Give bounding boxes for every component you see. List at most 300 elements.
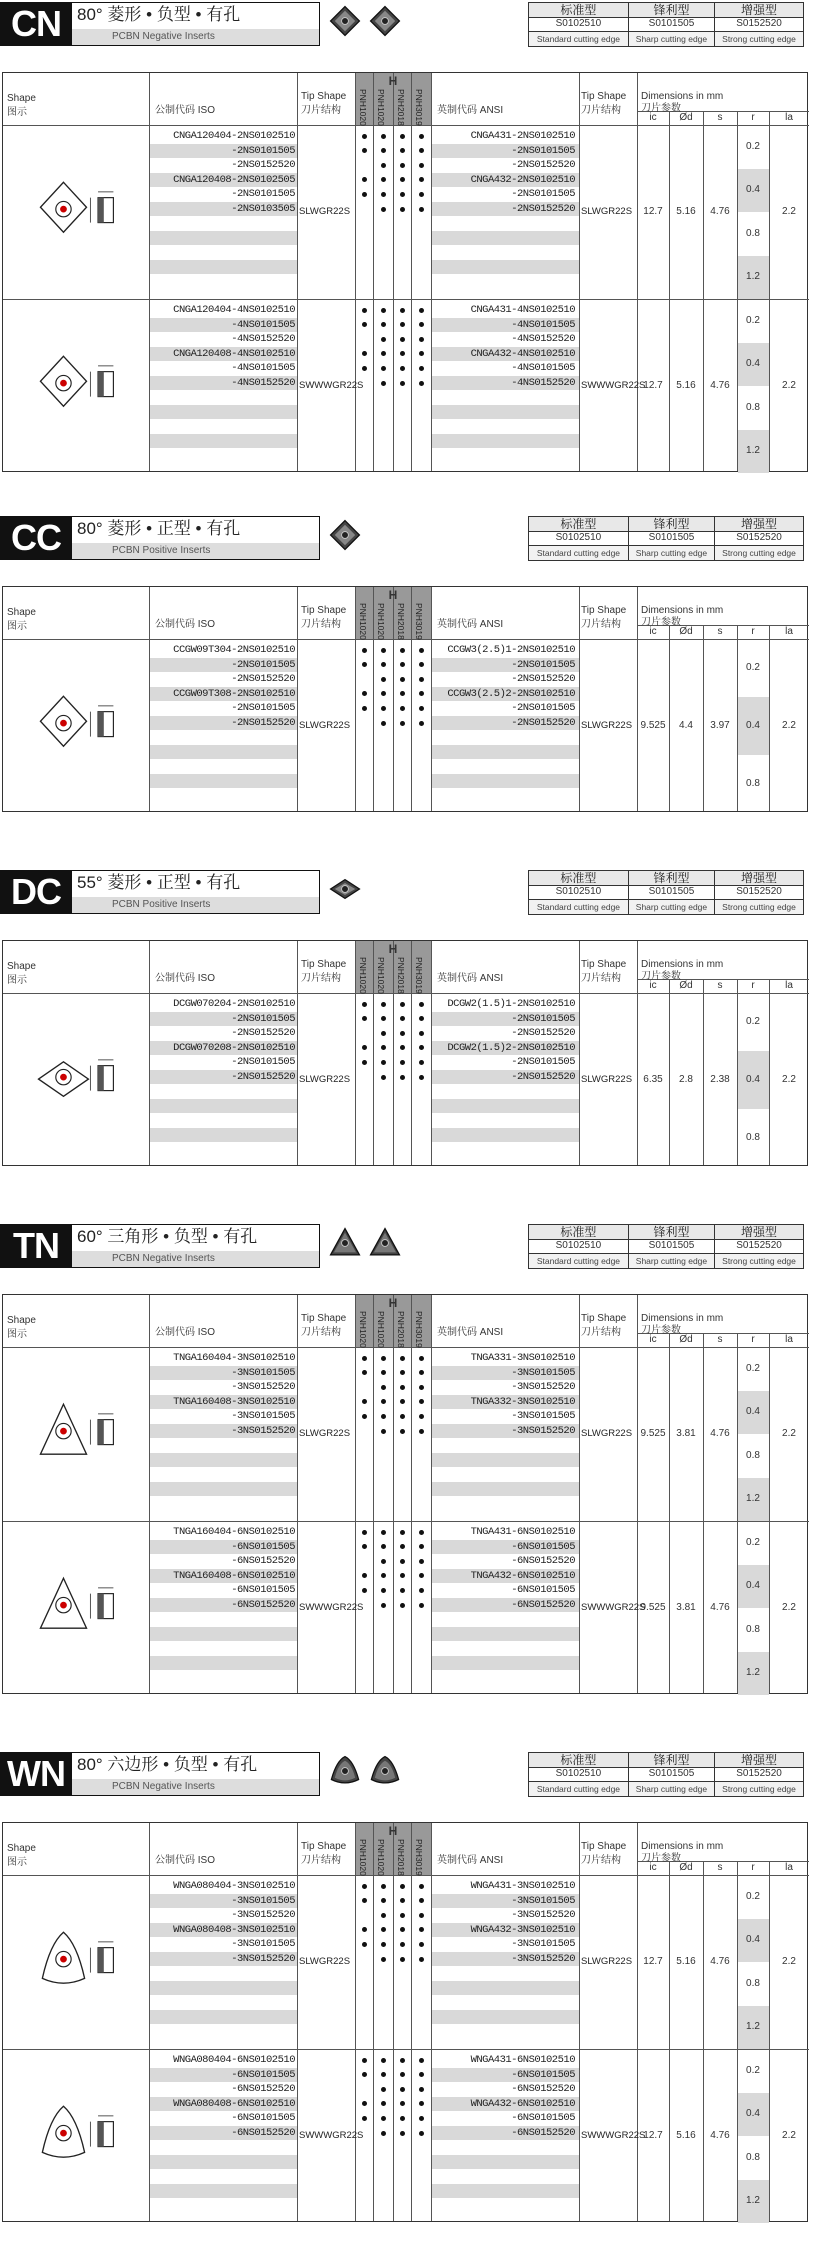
insert-table [2,72,808,472]
dim-r: 0.2 [746,314,760,326]
ansi-code: -6NS0101505 [511,2112,575,2125]
edge-strong-en: Strong cutting edge [715,1782,804,1797]
triangle-insert-icon [368,1247,408,1264]
dim-od: 5.16 [676,1956,696,1967]
grade-available-dot [419,1031,424,1036]
grade-available-dot [362,322,367,327]
dim-r: 1.2 [746,2195,760,2207]
grade-available-dot [419,1544,424,1549]
edge-strong-code: S0152520 [715,17,804,32]
tip-header: Tip Shape [301,605,347,616]
grade-available-dot [419,337,424,342]
grade-available-dot [419,691,424,696]
dim-ic: 9.525 [640,1428,666,1439]
grade-available-dot [381,1060,386,1065]
dim-header-s: s [717,980,723,991]
dim-r: 0.8 [746,1449,760,1461]
dim-r: 1.2 [746,445,760,457]
edge-sharp-code: S0101505 [628,885,714,900]
dim-header-s: s [717,1862,723,1873]
edge-strong-cn: 增强型 [715,1225,804,1240]
grade-available-dot [400,148,405,153]
edge-std-code: S0102510 [529,1239,629,1254]
dim-od: 5.16 [676,380,696,391]
grade-available-dot [381,648,386,653]
shape-header: Shape [7,93,36,104]
edge-std-code: S0102510 [529,1767,629,1782]
ansi-code: WNGA432-6NS0102510 [470,2097,575,2110]
grade-available-dot [381,1530,386,1535]
iso-code: DCGW070204-2NS0102510 [173,998,295,1010]
grade-available-dot [362,706,367,711]
grade-available-dot [381,1399,386,1404]
iso-header: 公制代码 ISO [155,1855,216,1866]
dim-la: 2.2 [782,206,796,217]
section-subtitle: PCBN Positive Inserts [72,543,319,559]
grade-available-dot [362,1002,367,1007]
insert-group [3,639,809,813]
grade-available-dot [400,1559,405,1564]
ansi-code: -2NS0152520 [511,673,575,686]
dim-s: 4.76 [710,1602,730,1613]
insert-group [3,993,809,1167]
dim-header-r: r [751,980,755,991]
grade-column-label: PNH3019 [414,1839,424,1876]
dim-r: 0.8 [746,1623,760,1635]
grade-available-dot [362,192,367,197]
dim-r: 0.8 [746,227,760,239]
dims-header: Dimensions in mm [641,959,724,970]
ansi-code: -2NS0101505 [511,144,575,157]
ansi-code: -2NS0101505 [511,1012,575,1025]
grade-available-dot [400,1588,405,1593]
insert-drawing [27,1915,123,2016]
grade-available-dot [400,381,405,386]
grade-available-dot [400,308,405,313]
grade-available-dot [419,1603,424,1608]
iso-code: -3NS0152520 [231,1909,295,1922]
shape-code-badge: WN [0,1752,72,1796]
grade-available-dot [400,721,405,726]
iso-header: 公制代码 ISO [155,1327,216,1338]
grade-available-dot [362,2101,367,2106]
rhombus-55-positive-insert-icon [328,893,368,910]
insert-table [2,1822,808,2222]
edge-std-cn: 标准型 [529,1225,629,1240]
grade-available-dot [400,648,405,653]
iso-code: WNGA080404-3NS0102510 [173,1880,295,1892]
section-title-box [72,1752,320,1796]
grade-group-h: H [388,1824,398,1838]
grade-available-dot [400,1957,405,1962]
ansi-code: WNGA431-6NS0102510 [470,2054,575,2066]
grade-available-dot [419,308,424,313]
shape-code-badge: CN [0,2,72,46]
iso-code: CNGA120408-4NS0102510 [173,347,295,360]
edge-std-cn: 标准型 [529,517,629,532]
dim-r: 0.8 [746,778,760,789]
grade-available-dot [419,1399,424,1404]
grade-available-dot [419,1385,424,1390]
grade-available-dot [419,148,424,153]
dim-header-ic: ic [649,112,657,123]
dim-header-od: Ød [679,980,693,991]
ansi-code: DCGW2(1.5)1-2NS0102510 [447,998,575,1010]
grade-available-dot [400,351,405,356]
ansi-header: 英制代码 ANSI [437,1327,504,1338]
ansi-code: -2NS0101505 [511,1056,575,1069]
grade-available-dot [362,1530,367,1535]
ansi-code: -6NS0152520 [511,2127,575,2139]
grade-available-dot [381,366,386,371]
iso-code: -3NS0101505 [231,1366,295,1379]
grade-available-dot [419,2131,424,2136]
edge-sharp-code: S0101505 [628,531,714,546]
edge-std-en: Standard cutting edge [529,32,629,47]
iso-code: -3NS0152520 [231,1425,295,1437]
ansi-code: -2NS0101505 [511,658,575,671]
iso-code: -4NS0101505 [231,362,295,375]
dim-s: 4.76 [710,206,730,217]
grade-available-dot [400,1370,405,1375]
iso-code: -6NS0101505 [231,2112,295,2125]
grade-available-dot [400,2131,405,2136]
grade-available-dot [400,1927,405,1932]
grade-available-dot [400,1603,405,1608]
dim-r: 0.4 [746,720,760,731]
tip-shape-right: SLWGR22S [581,720,633,731]
ansi-code: -2NS0152520 [511,717,575,729]
grade-available-dot [381,662,386,667]
dim-r: 0.8 [746,2151,760,2163]
tip-right-header-cn: 刀片结构 [581,1855,621,1866]
iso-code: -6NS0101505 [231,2068,295,2081]
iso-code: TNGA160404-3NS0102510 [173,1352,295,1364]
edge-strong-code: S0152520 [715,1239,804,1254]
insert-images [328,872,368,908]
insert-images [328,1754,408,1790]
grade-available-dot [362,2116,367,2121]
section-tn [0,1222,814,1698]
insert-drawing [27,165,123,266]
grade-available-dot [419,706,424,711]
ansi-code: -2NS0101505 [511,188,575,201]
iso-code: -3NS0101505 [231,1894,295,1907]
grade-available-dot [381,1957,386,1962]
section-title: 60° 三角形 • 负型 • 有孔 [77,1227,258,1246]
iso-code: WNGA080408-3NS0102510 [173,1923,295,1936]
grade-available-dot [362,1573,367,1578]
edge-strong-en: Strong cutting edge [715,1254,804,1269]
grade-available-dot [381,721,386,726]
grade-available-dot [362,1045,367,1050]
iso-code: WNGA080404-6NS0102510 [173,2054,295,2066]
grade-available-dot [381,1588,386,1593]
dims-header-cn: 刀片参数 [641,617,681,628]
ansi-header: 英制代码 ANSI [437,619,504,630]
grade-available-dot [400,2087,405,2092]
grade-column-label: PNH1020 [376,603,386,640]
dim-r: 0.2 [746,1890,760,1902]
section-title: 80° 菱形 • 正型 • 有孔 [77,519,241,538]
ansi-code: TNGA432-6NS0102510 [470,1569,575,1582]
edge-sharp-cn: 锋利型 [628,871,714,886]
grade-column-label: PNH2018 [396,957,406,994]
ansi-code: -3NS0101505 [511,1366,575,1379]
iso-code: -3NS0152520 [231,1381,295,1394]
grade-available-dot [400,677,405,682]
grade-available-dot [419,381,424,386]
dim-s: 4.76 [710,2130,730,2141]
tip-right-header: Tip Shape [581,91,627,102]
grade-available-dot [381,1414,386,1419]
dims-header: Dimensions in mm [641,91,724,102]
dim-s: 4.76 [710,1956,730,1967]
dim-ic: 6.35 [643,1074,663,1085]
edge-strong-en: Strong cutting edge [715,546,804,561]
tip-shape-right: SLWGR22S [581,206,633,217]
grade-available-dot [381,1356,386,1361]
cutting-edge-table [528,516,804,561]
tip-right-header-cn: 刀片结构 [581,619,621,630]
ansi-code: -2NS0152520 [511,203,575,215]
iso-code: -6NS0152520 [231,2127,295,2139]
tip-header: Tip Shape [301,1313,347,1324]
rhombus-80-insert-icon [328,25,368,42]
grade-column-label: PNH2018 [396,1839,406,1876]
dim-la: 2.2 [782,1074,796,1085]
ansi-header: 英制代码 ANSI [437,1855,504,1866]
ansi-code: WNGA431-3NS0102510 [470,1880,575,1892]
grade-available-dot [400,1884,405,1889]
grade-available-dot [362,1060,367,1065]
section-title-box [72,516,320,560]
edge-std-code: S0102510 [529,17,629,32]
grade-available-dot [381,2087,386,2092]
grade-column-label: PNH1020 [358,1839,368,1876]
ansi-code: TNGA331-3NS0102510 [470,1352,575,1364]
grade-available-dot [419,2101,424,2106]
dim-s: 4.76 [710,1428,730,1439]
grade-available-dot [419,1414,424,1419]
edge-std-cn: 标准型 [529,1753,629,1768]
grade-available-dot [400,1385,405,1390]
grade-available-dot [419,1913,424,1918]
grade-column-label: PNH3019 [414,1311,424,1348]
edge-std-en: Standard cutting edge [529,546,629,561]
edge-std-cn: 标准型 [529,871,629,886]
grade-available-dot [381,1429,386,1434]
edge-sharp-cn: 锋利型 [628,1753,714,1768]
grade-available-dot [381,1913,386,1918]
cutting-edge-table [528,870,804,915]
grade-available-dot [381,163,386,168]
grade-available-dot [400,2116,405,2121]
ansi-code: -2NS0152520 [511,1071,575,1083]
grade-available-dot [381,1016,386,1021]
iso-code: -4NS0152520 [231,333,295,346]
dim-od: 3.81 [676,1428,696,1439]
edge-strong-code: S0152520 [715,531,804,546]
section-title: 80° 菱形 • 负型 • 有孔 [77,5,241,24]
grade-available-dot [381,706,386,711]
iso-code: -2NS0152520 [231,717,295,729]
grade-available-dot [381,1573,386,1578]
edge-sharp-en: Sharp cutting edge [628,900,714,915]
ansi-code: CNGA431-4NS0102510 [470,304,575,316]
grade-available-dot [362,2058,367,2063]
dim-la: 2.2 [782,380,796,391]
shape-code-badge: TN [0,1224,72,1268]
grade-available-dot [419,1573,424,1578]
tip-header: Tip Shape [301,1841,347,1852]
rhombus-80-insert-icon [368,25,408,42]
edge-sharp-cn: 锋利型 [628,3,714,18]
grade-available-dot [419,1898,424,1903]
grade-available-dot [381,1385,386,1390]
edge-sharp-code: S0101505 [628,1767,714,1782]
iso-code: -4NS0101505 [231,318,295,331]
grade-available-dot [419,1045,424,1050]
ansi-header: 英制代码 ANSI [437,105,504,116]
edge-sharp-cn: 锋利型 [628,1225,714,1240]
tip-shape: SLWGR22S [299,1428,351,1439]
edge-sharp-en: Sharp cutting edge [628,32,714,47]
dim-r: 0.2 [746,662,760,673]
insert-group [3,125,809,299]
iso-code: -2NS0103505 [231,203,295,215]
section-subtitle: PCBN Negative Inserts [72,1251,319,1267]
insert-table [2,586,808,812]
grade-available-dot [419,648,424,653]
grade-available-dot [400,1060,405,1065]
dim-od: 5.16 [676,2130,696,2141]
dim-ic: 12.7 [643,380,663,391]
ansi-code: CCGW3(2.5)2-2NS0102510 [447,687,575,700]
grade-available-dot [381,2116,386,2121]
ansi-code: TNGA431-6NS0102510 [470,1526,575,1538]
iso-code: -6NS0101505 [231,1540,295,1553]
dim-header-la: la [785,980,793,991]
insert-table [2,1294,808,1694]
iso-header: 公制代码 ISO [155,619,216,630]
grade-available-dot [419,721,424,726]
ansi-code: -3NS0152520 [511,1909,575,1922]
trigon-insert-icon [368,1775,408,1792]
tip-shape: SWWWGR22S [299,1602,364,1613]
ansi-code: -3NS0152520 [511,1381,575,1394]
grade-available-dot [400,1356,405,1361]
grade-column-label: PNH2018 [396,603,406,640]
grade-available-dot [400,1399,405,1404]
tip-shape: SLWGR22S [299,720,351,731]
iso-code: -2NS0152520 [231,1027,295,1040]
grade-available-dot [362,1356,367,1361]
grade-available-dot [419,1530,424,1535]
edge-strong-cn: 增强型 [715,871,804,886]
insert-drawing [27,1387,123,1488]
grade-available-dot [381,177,386,182]
grade-group-h: H [388,1296,398,1310]
shape-header-cn: 图示 [7,621,27,632]
tip-shape: SWWWGR22S [299,2130,364,2141]
tip-shape-right: SWWWGR22S [581,2130,646,2141]
edge-std-cn: 标准型 [529,3,629,18]
grade-available-dot [400,207,405,212]
ansi-code: -3NS0101505 [511,1410,575,1423]
tip-shape: SWWWGR22S [299,380,364,391]
grade-group-h: H [388,74,398,88]
grade-available-dot [381,207,386,212]
iso-code: CNGA120408-2NS0102505 [173,173,295,186]
grade-available-dot [400,1045,405,1050]
tip-shape-right: SLWGR22S [581,1956,633,1967]
iso-header: 公制代码 ISO [155,973,216,984]
ansi-code: -4NS0152520 [511,377,575,389]
grade-available-dot [419,1884,424,1889]
edge-sharp-en: Sharp cutting edge [628,1254,714,1269]
grade-available-dot [400,1530,405,1535]
grade-available-dot [400,1429,405,1434]
edge-strong-cn: 增强型 [715,517,804,532]
grade-column-label: PNH1020 [376,957,386,994]
grade-available-dot [400,706,405,711]
shape-header-cn: 图示 [7,975,27,986]
edge-std-code: S0102510 [529,531,629,546]
dim-header-od: Ød [679,1862,693,1873]
grade-available-dot [419,207,424,212]
tip-header-cn: 刀片结构 [301,105,341,116]
shape-header: Shape [7,607,36,618]
ansi-code: -6NS0101505 [511,1584,575,1597]
grade-column-label: PNH1020 [358,89,368,126]
dim-r: 0.2 [746,1536,760,1548]
ansi-code: -2NS0152520 [511,1027,575,1040]
grade-available-dot [419,1016,424,1021]
dim-r: 0.8 [746,1977,760,1989]
grade-available-dot [381,308,386,313]
tip-shape-right: SLWGR22S [581,1428,633,1439]
grade-available-dot [419,2087,424,2092]
cutting-edge-table [528,2,804,47]
dim-la: 2.2 [782,2130,796,2141]
tip-shape-right: SWWWGR22S [581,380,646,391]
iso-code: -3NS0101505 [231,1410,295,1423]
grade-available-dot [400,1075,405,1080]
ansi-code: CCGW3(2.5)1-2NS0102510 [447,644,575,656]
tip-header-cn: 刀片结构 [301,619,341,630]
grade-available-dot [400,337,405,342]
dim-od: 2.8 [679,1074,693,1085]
grade-available-dot [400,1016,405,1021]
grade-available-dot [419,163,424,168]
grade-column-label: PNH3019 [414,603,424,640]
grade-available-dot [362,662,367,667]
section-title: 80° 六边形 • 负型 • 有孔 [77,1755,258,1774]
dim-r: 0.2 [746,140,760,152]
insert-drawing [27,1561,123,1662]
iso-code: TNGA160408-3NS0102510 [173,1395,295,1408]
cutting-edge-table [528,1224,804,1269]
insert-drawing [27,1033,123,1134]
grade-available-dot [419,677,424,682]
iso-code: TNGA160404-6NS0102510 [173,1526,295,1538]
dim-header-la: la [785,112,793,123]
dims-header-cn: 刀片参数 [641,1853,681,1864]
shape-header: Shape [7,1843,36,1854]
grade-available-dot [381,2072,386,2077]
insert-images [328,518,368,554]
